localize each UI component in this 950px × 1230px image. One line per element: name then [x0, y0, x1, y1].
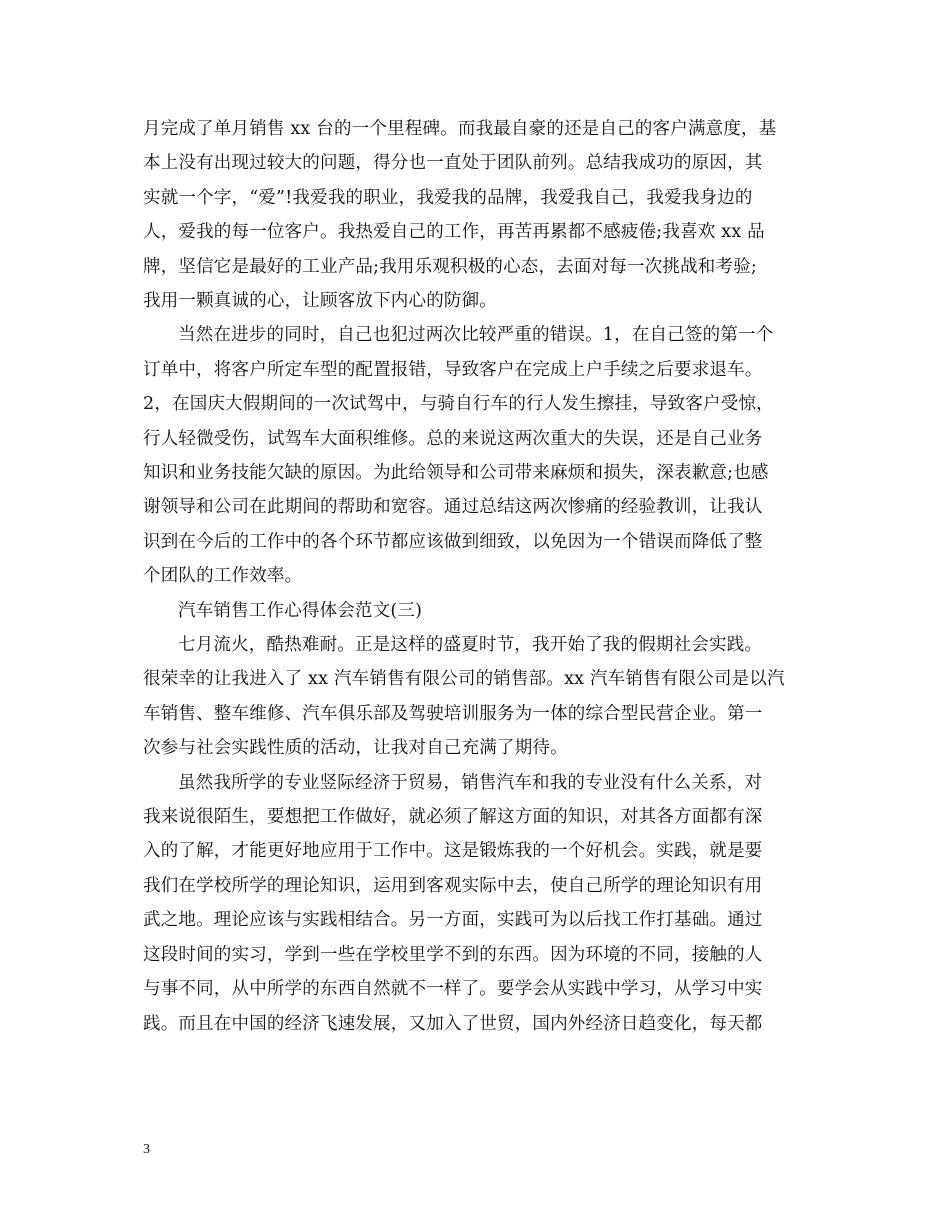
- text-line: 谢领导和公司在此期间的帮助和宽容。通过总结这两次惨痛的经验教训，让我认: [143, 497, 763, 517]
- page-number: 3: [143, 1142, 150, 1157]
- text-line: 我用一颗真诚的心，让顾客放下内心的防御。: [143, 291, 497, 311]
- text-line: 践。而且在中国的经济飞速发展，又加入了世贸，国内外经济日趋变化，每天都: [143, 1014, 763, 1034]
- text-line: 入的了解，才能更好地应用于工作中。这是锻炼我的一个好机会。实践，就是要: [143, 841, 763, 861]
- text-line: 我们在学校所学的理论知识，运用到客观实际中去，使自己所学的理论知识有用: [143, 876, 763, 896]
- text-line: 次参与社会实践性质的活动，让我对自己充满了期待。: [143, 738, 568, 758]
- text-line: 2，在国庆大假期间的一次试驾中，与骑自行车的行人发生擦挂，导致客户受惊，: [143, 394, 774, 414]
- text-line: 这段时间的实习，学到一些在学校里学不到的东西。因为环境的不同，接触的人: [143, 945, 763, 965]
- text-line: 实就一个字，“爱”!我爱我的职业，我爱我的品牌，我爱我自己，我爱我身边的: [143, 188, 753, 208]
- text-line: 武之地。理论应该与实践相结合。另一方面，实践可为以后找工作打基础。通过: [143, 910, 763, 930]
- text-line: 知识和业务技能欠缺的原因。为此给领导和公司带来麻烦和损失，深表歉意;也感: [143, 463, 769, 483]
- text-line: 月完成了单月销售 xx 台的一个里程碑。而我最自豪的还是自己的客户满意度，基: [143, 119, 777, 139]
- text-line: 牌，坚信它是最好的工业产品;我用乐观积极的心态，去面对每一次挑战和考验;: [143, 257, 757, 277]
- text-line: 行人轻微受伤，试驾车大面积维修。总的来说这两次重大的失误，还是自己业务: [143, 429, 763, 449]
- text-line: 订单中，将客户所定车型的配置报错，导致客户在完成上户手续之后要求退车。: [143, 360, 763, 380]
- text-line: 本上没有出现过较大的问题，得分也一直处于团队前列。总结我成功的原因，其: [143, 153, 763, 173]
- text-line: 与事不同，从中所学的东西自然就不一样了。要学会从实践中学习，从学习中实: [143, 979, 763, 999]
- paragraph-first-line: 七月流火，酷热难耐。正是这样的盛夏时节，我开始了我的假期社会实践。: [178, 635, 763, 655]
- text-line: 人，爱我的每一位客户。我热爱自己的工作，再苦再累都不感疲倦;我喜欢 xx 品: [143, 222, 765, 242]
- section-heading: 汽车销售工作心得体会范文(三): [178, 601, 423, 621]
- paragraph-first-line: 当然在进步的同时，自己也犯过两次比较严重的错误。1，在自己签的第一个: [178, 325, 774, 345]
- text-line: 我来说很陌生，要想把工作做好，就必须了解这方面的知识，对其各方面都有深: [143, 807, 763, 827]
- paragraph-first-line: 虽然我所学的专业竖际经济于贸易，销售汽车和我的专业没有什么关系，对: [178, 773, 763, 793]
- text-line: 个团队的工作效率。: [143, 566, 303, 586]
- text-line: 识到在今后的工作中的各个环节都应该做到细致，以免因为一个错误而降低了整: [143, 532, 763, 552]
- text-line: 车销售、整车维修、汽车俱乐部及驾驶培训服务为一体的综合型民营企业。第一: [143, 704, 763, 724]
- text-line: 很荣幸的让我进入了 xx 汽车销售有限公司的销售部。xx 汽车销售有限公司是以汽: [143, 669, 785, 689]
